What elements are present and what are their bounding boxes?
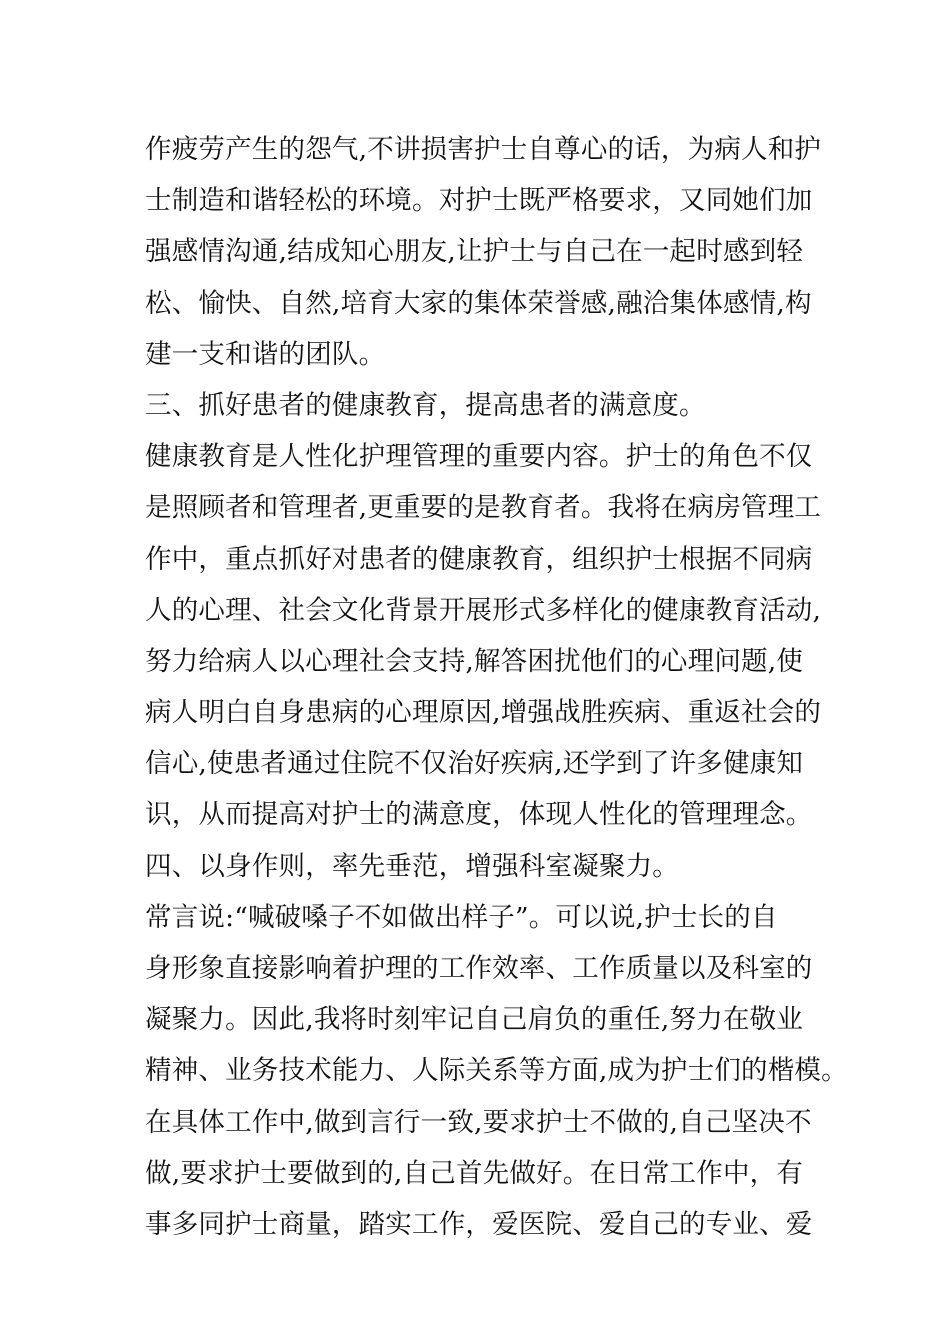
text-line: 努力给病人以心理社会支持,解答困扰他们的心理问题,使 [145, 645, 804, 677]
text-line: 常言说:“喊破嗓子不如做出样子”。可以说,护士长的自 [145, 901, 778, 933]
text-line: 事多同护士商量，踏实工作，爱医院、爱自己的专业、爱 [145, 1208, 813, 1240]
text-line: 作中，重点抓好对患者的健康教育，组织护士根据不同病 [145, 543, 813, 575]
document-body [145, 124, 848, 1250]
text-line: 凝聚力。因此,我将时刻牢记自己肩负的重任,努力在敬业 [145, 1004, 804, 1036]
section-heading: 三、抓好患者的健康教育，提高患者的满意度。 [145, 389, 706, 421]
text-line: 是照顾者和管理者,更重要的是教育者。我将在病房管理工 [145, 492, 822, 524]
text-line: 作疲劳产生的怨气,不讲损害护士自尊心的话，为病人和护 [145, 134, 822, 165]
text-line: 人的心理、社会文化背景开展形式多样化的健康教育活动, [145, 594, 822, 626]
text-line: 健康教育是人性化护理管理的重要内容。护士的角色不仅 [145, 441, 813, 473]
text-line: 做,要求护士要做到的,自己首先做好。在日常工作中，有 [145, 1157, 804, 1189]
text-line: 身形象直接影响着护理的工作效率、工作质量以及科室的 [145, 953, 813, 984]
text-line: 在具体工作中,做到言行一致,要求护士不做的,自己坚决不 [145, 1106, 812, 1138]
section-heading: 四、以身作则，率先垂范，增强科室凝聚力。 [145, 850, 679, 882]
text-line: 识，从而提高对护士的满意度，体现人性化的管理理念。 [145, 799, 813, 831]
text-line: 建一支和谐的团队。 [145, 338, 386, 370]
text-line: 松、愉快、自然,培育大家的集体荣誉感,融洽集体感情,构 [145, 287, 812, 319]
text-line: 精神、业务技术能力、人际关系等方面,成为护士们的楷模。 [145, 1055, 848, 1087]
text-line: 病人明白自身患病的心理原因,增强战胜疾病、重返社会的 [145, 697, 822, 729]
text-line: 信心,使患者通过住院不仅治好疾病,还学到了许多健康知 [145, 748, 804, 780]
text-line: 强感情沟通,结成知心朋友,让护士与自己在一起时感到轻 [145, 236, 804, 268]
text-line: 士制造和谐轻松的环境。对护士既严格要求，又同她们加 [145, 185, 813, 217]
